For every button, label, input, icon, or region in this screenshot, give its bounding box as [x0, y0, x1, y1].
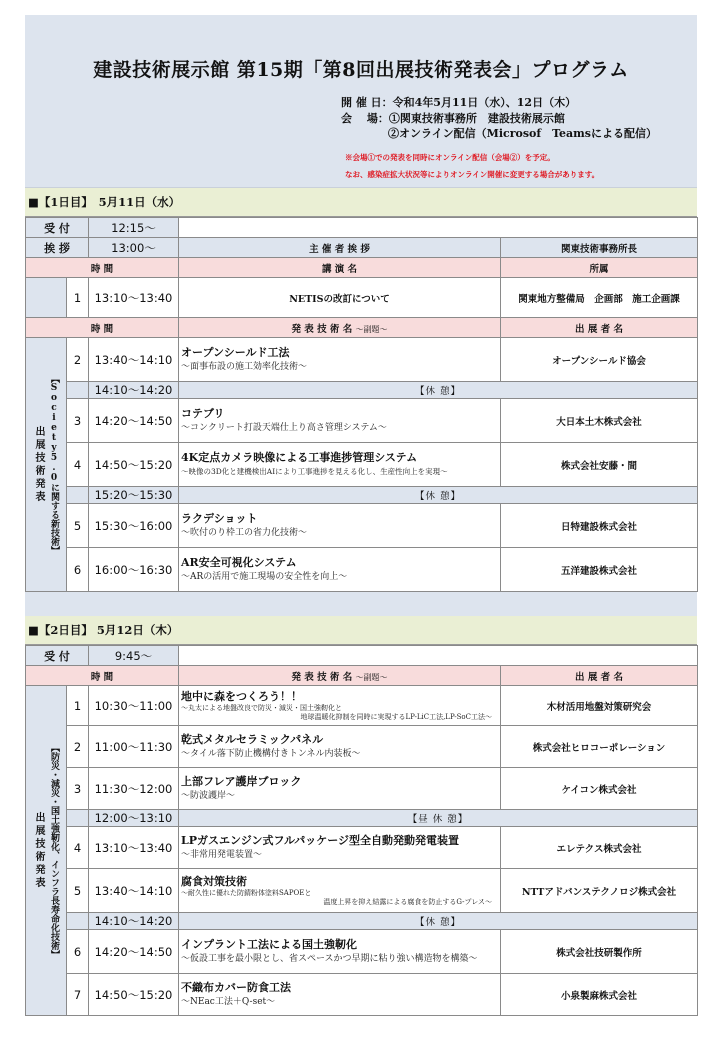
row-num: 2	[67, 338, 89, 382]
day1-table	[25, 217, 698, 592]
row-num: 1	[67, 686, 89, 726]
row-time: 14:50～15:20	[89, 443, 179, 487]
row-subtitle: ～仮設工事を最小限とし、省スペースかつ早期に粘り強い構造物を構築～	[181, 954, 478, 964]
row-time: 10:30～11:00	[89, 686, 179, 726]
lecture-time: 13:10～13:40	[89, 278, 179, 318]
pres-header-org: 出 展 者 名	[501, 318, 698, 338]
break-label: 【昼 休 憩】	[179, 810, 698, 827]
row-org: 株式会社技研製作所	[501, 930, 698, 974]
row-title: インプラント工法による国土強靭化	[181, 938, 357, 951]
lecture-header-time: 時 間	[26, 258, 179, 278]
row-title-cell	[179, 548, 501, 592]
event-venue-2: ②オンライン配信（Microsof Teamsによる配信）	[388, 127, 657, 140]
row-org: 日特建設株式会社	[501, 504, 698, 548]
row-title: 上部フレア護岸ブロック	[181, 775, 302, 788]
break-label: 【休 憩】	[179, 382, 698, 399]
row-org: ケイコン株式会社	[501, 768, 698, 810]
row-num: 2	[67, 726, 89, 768]
day1-side-label: 出展技術発表 【Society5.0に関する新技術】	[26, 338, 67, 592]
lecture-org: 関東地方整備局 企画部 施工企画課	[501, 278, 698, 318]
pres-header-title: 発 表 技 術 名 ～副題～	[179, 666, 501, 686]
break-time: 15:20～15:30	[89, 487, 179, 504]
row-subtitle: ～防波護岸～	[181, 791, 236, 801]
reception-time: 12:15～	[89, 218, 179, 238]
row-num: 4	[67, 827, 89, 869]
day2-heading: ■【2日目】 5月12日（木）	[25, 616, 697, 645]
row-title: コテブリ	[181, 407, 225, 420]
row-subtitle: ～面事布設の施工効率化技術～	[181, 362, 308, 372]
row-org: オープンシールド協会	[501, 338, 698, 382]
break-time: 12:00～13:10	[89, 810, 179, 827]
row-num: 6	[67, 930, 89, 974]
row-num: 5	[67, 869, 89, 913]
row-title-cell	[179, 443, 501, 487]
greeting-org: 関東技術事務所長	[501, 238, 698, 258]
row-num: 3	[67, 768, 89, 810]
row-org: 株式会社安藤・間	[501, 443, 698, 487]
row-time: 16:00～16:30	[89, 548, 179, 592]
row-subtitle: ～映像の3D化と建機検出AIにより工事進捗を見える化し、生産性向上を実現～	[181, 467, 448, 476]
row-time: 14:20～14:50	[89, 399, 179, 443]
row-title-cell	[179, 399, 501, 443]
row-title: 不織布カバー防食工法	[181, 981, 291, 994]
event-notes	[345, 149, 599, 183]
row-num: 4	[67, 443, 89, 487]
row-title-cell	[179, 504, 501, 548]
break-label: 【休 憩】	[179, 913, 698, 930]
day1-heading: ■【1日目】 5月11日（水）	[25, 188, 697, 217]
row-title-cell	[179, 827, 501, 869]
page-title: 建設技術展示館 第15期「第8回出展技術発表会」プログラム	[93, 59, 629, 81]
row-subtitle: ～非常用発電装置～	[181, 850, 263, 860]
row-title: AR安全可視化システム	[181, 556, 297, 569]
row-org: 木材活用地盤対策研究会	[501, 686, 698, 726]
row-num: 6	[67, 548, 89, 592]
greeting-label: 挨 拶	[26, 238, 89, 258]
reception-time: 9:45～	[89, 646, 179, 666]
row-title: 乾式メタルセラミックパネル	[181, 733, 324, 746]
row-time: 11:30～12:00	[89, 768, 179, 810]
event-venue-1: 会 場：①関東技術事務所 建設技術展示館	[341, 111, 565, 125]
row-subtitle: ～タイル落下防止機構付きトンネル内装板～	[181, 749, 361, 759]
row-subtitle: ～吹付のり枠工の省力化技術～	[181, 528, 308, 538]
row-subtitle: ～NEac工法＋Q-set～	[181, 997, 276, 1007]
reception-label: 受 付	[26, 218, 89, 238]
row-title-cell	[179, 726, 501, 768]
greeting-title: 主 催 者 挨 拶	[179, 238, 501, 258]
row-time: 13:10～13:40	[89, 827, 179, 869]
row-title: ラクデショット	[181, 512, 258, 525]
break-time: 14:10～14:20	[89, 382, 179, 399]
row-subtitle-b: 地球温暖化抑制を同時に実現するLP-LiC工法,LP-SoC工法～	[300, 713, 492, 721]
pres-header-time: 時 間	[26, 318, 179, 338]
break-time: 14:10～14:20	[89, 913, 179, 930]
row-subtitle: ～ARの活用で施工現場の安全性を向上～	[181, 572, 348, 582]
greeting-time: 13:00～	[89, 238, 179, 258]
lecture-header-title: 講 演 名	[179, 258, 501, 278]
pres-header-time: 時 間	[26, 666, 179, 686]
row-num: 3	[67, 399, 89, 443]
program-header	[25, 15, 697, 188]
row-org: 大日本土木株式会社	[501, 399, 698, 443]
row-subtitle: ～コンクリート打設天端仕上り高さ管理システム～	[181, 423, 387, 433]
row-time: 13:40～14:10	[89, 869, 179, 913]
pres-header-title: 発 表 技 術 名 ～副題～	[179, 318, 501, 338]
pres-header-org: 出 展 者 名	[501, 666, 698, 686]
event-dates: 開 催 日：令和4年5月11日（水）、12日（木）	[341, 96, 577, 109]
day2-side-label: 出展技術発表 【防災・減災・国土強靭化、インフラ長寿命化技術】	[26, 686, 67, 1016]
row-org: 株式会社ヒロコーポレーション	[501, 726, 698, 768]
row-num: 7	[67, 974, 89, 1016]
row-subtitle-a: ～丸太による地盤改良で防災・減災・国土強靭化と	[181, 703, 342, 712]
row-org: NTTアドバンステクノロジ株式会社	[501, 869, 698, 913]
row-subtitle-a: ～耐久性に優れた防錆粉体塗料SAPOEと	[181, 888, 312, 897]
row-title: 腐食対策技術	[181, 874, 247, 888]
lecture-num: 1	[67, 278, 89, 318]
row-title: 4K定点カメラ映像による工事進捗管理システム	[181, 451, 418, 464]
lecture-header-org: 所属	[501, 258, 698, 278]
row-title-cell	[179, 686, 501, 726]
row-title: 地中に森をつくろう！！	[181, 689, 302, 703]
row-time: 11:00～11:30	[89, 726, 179, 768]
lecture-title: NETISの改訂について	[179, 278, 501, 318]
row-org: 小泉製麻株式会社	[501, 974, 698, 1016]
note-online: ※会場①での発表を同時にオンライン配信（会場②）を予定。	[345, 153, 555, 162]
reception-label: 受 付	[26, 646, 89, 666]
row-title-cell	[179, 869, 501, 913]
event-info	[341, 95, 657, 142]
note-infection: なお、感染症拡大状況等によりオンライン開催に変更する場合があります。	[345, 170, 600, 179]
row-title-cell	[179, 974, 501, 1016]
break-label: 【休 憩】	[179, 487, 698, 504]
row-time: 13:40～14:10	[89, 338, 179, 382]
row-title: オープンシールド工法	[181, 346, 290, 359]
row-title-cell	[179, 338, 501, 382]
program-sheet	[25, 15, 697, 1025]
row-subtitle-b: 温度上昇を抑え結露による腐食を防止するG-プレス～	[323, 898, 492, 906]
day2-table	[25, 645, 698, 1016]
row-time: 14:20～14:50	[89, 930, 179, 974]
row-title-cell	[179, 930, 501, 974]
row-org: 五洋建設株式会社	[501, 548, 698, 592]
row-title: LPガスエンジン式フルパッケージ型全自動発動発電装置	[181, 834, 460, 847]
row-time: 15:30～16:00	[89, 504, 179, 548]
row-org: エレテクス株式会社	[501, 827, 698, 869]
row-time: 14:50～15:20	[89, 974, 179, 1016]
row-title-cell	[179, 768, 501, 810]
row-num: 5	[67, 504, 89, 548]
